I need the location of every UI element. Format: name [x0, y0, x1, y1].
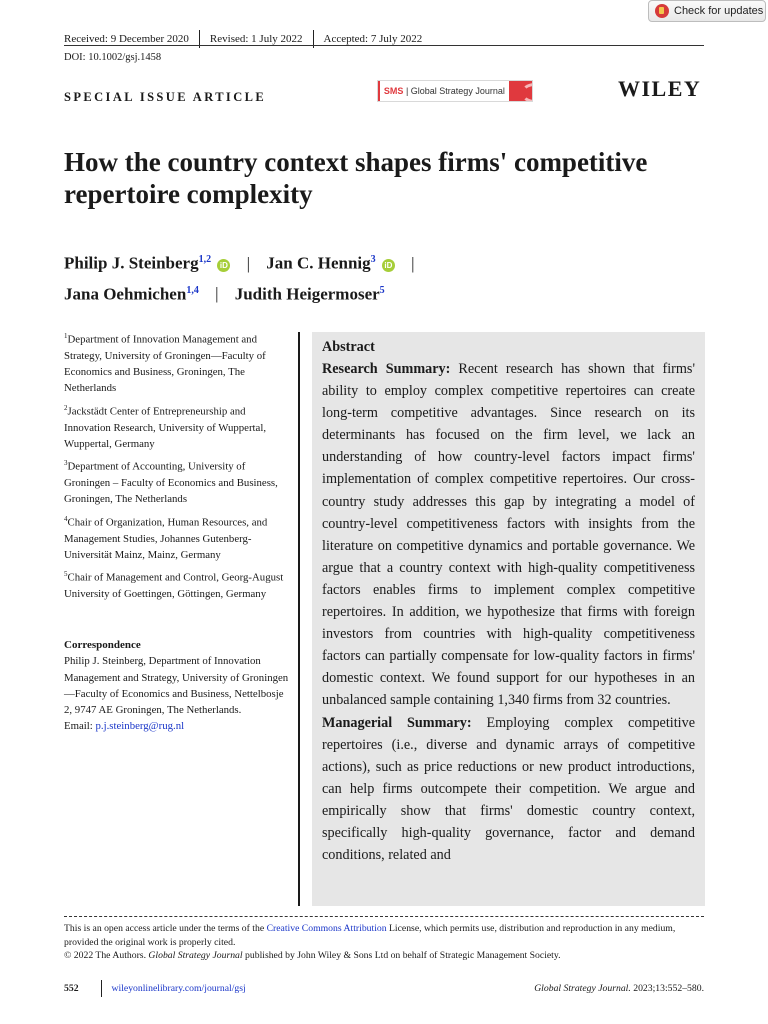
- managerial-summary: Managerial Summary: Employing complex competitive repertoires (i.e., diverse and dynamic arrays of competitive actions), such as price reductions or new product introductions, can help firms outcompete their competition. We argue and empirically show that firms' domestic country context, specifically high-quality governance, factor and demand conditions, related and: [322, 714, 696, 864]
- column-divider: [298, 332, 300, 906]
- section-label: SPECIAL ISSUE ARTICLE: [64, 90, 267, 104]
- journal-logo-text: SMS | Global Strategy Journal: [383, 86, 505, 96]
- check-for-updates-button[interactable]: [648, 0, 766, 22]
- license-notice: This is an open access article under the terms of the Creative Commons Attribution License, which permits use, distribution and reproduction in any medium, provided the original work is properly cited.: [64, 923, 676, 948]
- author-name[interactable]: Jana Oehmichen: [64, 284, 187, 304]
- copyright-notice: © 2022 The Authors. Global Strategy Journal published by John Wiley & Sons Ltd on behalf of Strategic Management Society.: [64, 950, 561, 962]
- publisher-logo: WILEY: [618, 76, 702, 101]
- received-date: Received: 9 December 2020: [64, 33, 189, 45]
- author-separator: |: [246, 253, 251, 273]
- author-line-2: [64, 277, 427, 308]
- correspondence-heading: Correspondence: [64, 639, 141, 651]
- author-name[interactable]: Philip J. Steinberg: [64, 253, 199, 273]
- author-affiliation-ref[interactable]: 5: [379, 284, 385, 296]
- journal-logo: [377, 80, 533, 102]
- author-name[interactable]: Judith Heigermoser: [234, 284, 380, 304]
- affiliation: $^3$Department of Accounting, University of Groningen – Faculty of Economics and Business, Groningen, The Netherlands: [64, 459, 278, 506]
- accepted-date: Accepted: 7 July 2022: [323, 33, 423, 45]
- header-rule: [64, 45, 704, 46]
- author-affiliation-ref[interactable]: 1,4: [186, 284, 199, 296]
- author-affiliation-ref[interactable]: 3: [370, 254, 376, 265]
- abstract-heading: Abstract: [322, 339, 375, 355]
- page-number: 552: [64, 983, 79, 994]
- orcid-icon[interactable]: iD: [382, 259, 395, 272]
- page-footer: [64, 980, 704, 997]
- article-title: How the country context shapes firms' competitive repertoire complexity: [64, 147, 648, 209]
- footer-notice: [64, 922, 704, 963]
- abstract-box: [312, 332, 705, 906]
- correspondence-address: Philip J. Steinberg, Department of Innovation Management and Strategy, University of Groningen—Faculty of Economics and Business, Nettelbosje 2, 9747 AE Groningen, The Netherlands. Email: p.j.steinberg@rug.nl: [64, 655, 289, 733]
- author-separator: |: [215, 284, 219, 304]
- license-link[interactable]: Creative Commons Attribution: [266, 923, 387, 934]
- affiliation: $^1$Department of Innovation Management and Strategy, University of Groningen—Faculty of Economics and Business, Groningen, The Netherlands: [64, 332, 266, 395]
- author-name[interactable]: Jan C. Hennig: [266, 253, 371, 273]
- author-list: [64, 246, 427, 307]
- check-for-updates-label: Check for updates: [674, 5, 764, 17]
- citation: Global Strategy Journal. 2023;13:552–580.: [534, 983, 704, 994]
- affiliation: $^2$Jackstädt Center of Entrepreneurship and Innovation Research, University of Wuppertal, Wuppertal, Germany: [64, 403, 267, 450]
- doi: DOI: 10.1002/gsj.1458: [64, 52, 162, 63]
- research-summary: Research Summary: Recent research has shown that firms' ability to employ complex competitive repertoires can create long-term competitive advantages. Since research on its determinants has focused on the firm level, we lack an understanding of how country-level factors impact firms' implementation of complex competitive repertoires. Our cross-country study addresses this gap by integrating a model of country-level competitiveness factors with insights from the literature on competitive dynamics and portable governance. We argue that a country context with high-quality competitiveness factors enables firms to implement complex competitive repertoires. In addition, we hypothesize that firms with foreign investors from countries with high-quality competitiveness factors can partially compensate for low-quality factors in firms' domestic context. We found support for our hypotheses in an unbalanced sample containing 1,340 firms from 32 countries.: [322, 361, 695, 709]
- affiliation: $^4$Chair of Organization, Human Resources, and Management Studies, Johannes Gutenberg-Universität Mainz, Mainz, Germany: [64, 514, 268, 561]
- footer-divider: [64, 916, 704, 917]
- orcid-icon[interactable]: iD: [217, 259, 230, 272]
- author-line-1: [64, 246, 427, 277]
- footer-separator: [101, 980, 102, 997]
- author-separator: |: [411, 253, 415, 273]
- correspondence-email-link[interactable]: p.j.steinberg@rug.nl: [95, 720, 185, 733]
- revised-date: Revised: 1 July 2022: [209, 33, 303, 45]
- affiliations: [64, 328, 290, 605]
- crossmark-icon: [655, 4, 669, 18]
- correspondence: [64, 637, 290, 735]
- affiliation: $^5$Chair of Management and Control, Georg-August University of Goettingen, Göttingen, Germany: [64, 570, 284, 601]
- journal-url-link[interactable]: wileyonlinelibrary.com/journal/gsj: [111, 983, 246, 994]
- journal-logo-graphic: [509, 81, 532, 101]
- author-affiliation-ref[interactable]: 1,2: [198, 254, 212, 265]
